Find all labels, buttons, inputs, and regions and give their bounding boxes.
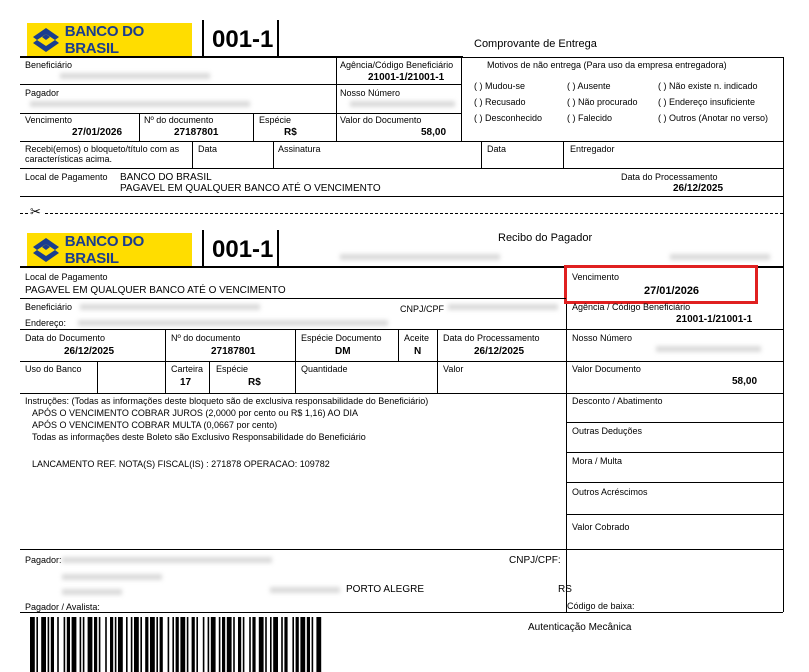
barcode-bar: [36, 617, 38, 672]
instrucao-responsabilidade: Todas as informações deste Boleto são Exclusivo Responsabilidade do Beneficiário: [32, 432, 366, 442]
barcode-bar: [99, 617, 101, 672]
bank-name: BANCO DO BRASIL: [64, 232, 144, 267]
barcode-bar: [48, 617, 50, 672]
especie-doc-label: Espécie Documento: [301, 333, 382, 343]
num-doc-value-2: 27187801: [211, 346, 256, 357]
cidade: PORTO ALEGRE: [346, 584, 424, 595]
motivo-endereco-insuficiente[interactable]: ( ) Endereço insuficiente: [658, 97, 756, 107]
barcode-bar: [233, 617, 235, 672]
especie-doc-value: DM: [335, 346, 351, 357]
barcode-bar: [292, 617, 294, 672]
barcode-bar: [94, 617, 97, 672]
barcode-bar: [273, 617, 278, 672]
barcode-bar: [145, 617, 148, 672]
autenticacao-label: Autenticação Mecânica: [528, 622, 632, 633]
barcode-bar: [208, 617, 210, 672]
barcode-bar: [316, 617, 321, 672]
instrucoes-label: Instruções: (Todas as informações deste bloqueto são de exclusiva responsabilidade do Beneficiário): [25, 396, 429, 406]
barcode-bar: [131, 617, 133, 672]
data-doc-value: 26/12/2025: [64, 346, 115, 357]
barcode-bar: [227, 617, 232, 672]
especie-label-2: Espécie: [216, 364, 249, 374]
carteira-label: Carteira: [171, 364, 204, 374]
mora-label: Mora / Multa: [572, 456, 623, 466]
agencia-value: 21001-1/21001-1: [368, 72, 445, 83]
vencimento-value: 27/01/2026: [72, 127, 123, 138]
barcode-bar: [83, 617, 85, 672]
especie-label: Espécie: [259, 115, 292, 125]
quantidade-label: Quantidade: [301, 364, 348, 374]
barcode-bar: [115, 617, 117, 672]
barcode-bar: [30, 617, 35, 672]
num-doc-label: Nº do documento: [144, 115, 214, 125]
avalista-label: Pagador / Avalista:: [25, 602, 100, 612]
pagador-label-2: Pagador:: [25, 555, 62, 565]
pagador-label: Pagador: [25, 88, 60, 98]
barcode-bar: [249, 617, 251, 672]
aceite-label: Aceite: [404, 333, 430, 343]
vencimento-label: Vencimento: [25, 115, 73, 125]
barcode-bar: [265, 617, 267, 672]
assinatura-label: Assinatura: [278, 144, 321, 154]
desconto-label: Desconto / Abatimento: [572, 396, 663, 406]
barcode-bar: [307, 617, 310, 672]
barcode-bar: [80, 617, 82, 672]
barcode-bar: [192, 617, 195, 672]
outros-acrescimos-label: Outros Acréscimos: [572, 487, 648, 497]
barcode-bar: [243, 617, 245, 672]
local-pag-value: PAGAVEL EM QUALQUER BANCO ATÉ O VENCIMENTO: [25, 285, 286, 296]
data-proc-label-2: Data do Processamento: [443, 333, 540, 343]
data-proc-label: Data do Processamento: [621, 172, 718, 182]
vencimento-value-2: 27/01/2026: [644, 285, 700, 297]
agencia-value-2: 21001-1/21001-1: [676, 314, 753, 325]
barcode-bar: [187, 617, 189, 672]
scissors-icon: ✂: [30, 204, 41, 219]
motivo-ausente[interactable]: ( ) Ausente: [567, 81, 611, 91]
especie-value-2: R$: [248, 377, 261, 388]
barcode-bar: [252, 617, 255, 672]
bank-name: BANCO DO BRASIL: [64, 22, 144, 57]
local-pag-label-2: Local de Pagamento: [25, 272, 108, 282]
barcode-bar: [41, 617, 46, 672]
data-proc-value: 26/12/2025: [673, 183, 724, 194]
motivos-label: Motivos de não entrega (Para uso da empresa entregadora): [487, 60, 727, 70]
barcode-bar: [64, 617, 66, 672]
barcode-bar: [156, 617, 158, 672]
barcode-bar: [196, 617, 198, 672]
data-label: Data: [198, 144, 218, 154]
barcode-bar: [172, 617, 174, 672]
barcode-bar: [222, 617, 225, 672]
barcode-bar: [134, 617, 139, 672]
valor-doc-value: 58,00: [421, 127, 447, 138]
barcode-bar: [57, 617, 59, 672]
motivo-outros[interactable]: ( ) Outros (Anotar no verso): [658, 113, 769, 123]
barcode-bar: [281, 617, 283, 672]
data-doc-label: Data do Documento: [25, 333, 106, 343]
instrucao-juros: APÓS O VENCIMENTO COBRAR JUROS (2,0000 por cento ou R$ 1,16) AO DIA: [32, 408, 358, 418]
beneficiario-label: Beneficiário: [25, 60, 73, 70]
beneficiario-label-2: Beneficiário: [25, 302, 73, 312]
agencia-label-2: Agência / Código Beneficiário: [572, 302, 691, 312]
barcode-bar: [296, 617, 299, 672]
cod-baixa-label: Código de baixa:: [567, 601, 635, 611]
valor-doc-label: Valor do Documento: [340, 115, 422, 125]
num-doc-value: 27187801: [174, 127, 219, 138]
motivo-mudou[interactable]: ( ) Mudou-se: [474, 81, 526, 91]
aceite-value: N: [414, 346, 422, 357]
entregador-label: Entregador: [570, 144, 615, 154]
uf: RS: [558, 584, 572, 595]
barcode-bar: [105, 617, 107, 672]
barcode-bar: [219, 617, 221, 672]
bb-logo-icon: [31, 25, 61, 55]
nosso-numero-label: Nosso Número: [340, 88, 401, 98]
barcode-bar: [51, 617, 54, 672]
barcode-bar: [150, 617, 155, 672]
cnpj2-label: CNPJ/CPF:: [509, 555, 561, 566]
carteira-value: 17: [180, 377, 192, 388]
barcode-bar: [67, 617, 70, 672]
valor-doc-label-2: Valor Documento: [572, 364, 641, 374]
recebi-label: Recebi(emos) o bloqueto/título com as características acima.: [25, 144, 180, 164]
valor-label: Valor: [443, 364, 464, 374]
barcode-bar: [203, 617, 205, 672]
local-pag-label: Local de Pagamento: [25, 172, 108, 182]
motivo-nao-procurado[interactable]: ( ) Não procurado: [567, 97, 638, 107]
local-pag-value2: PAGAVEL EM QUALQUER BANCO ATÉ O VENCIMENTO: [120, 183, 381, 194]
barcode: [30, 617, 440, 672]
outras-deducoes-label: Outras Deduções: [572, 426, 643, 436]
barcode-bar: [312, 617, 314, 672]
barcode-bar: [259, 617, 264, 672]
bank-code: 001-1: [212, 26, 274, 53]
nosso-numero-label-2: Nosso Número: [572, 333, 633, 343]
vencimento-highlight: [564, 265, 758, 304]
instrucao-multa: APÓS O VENCIMENTO COBRAR MULTA (0,0667 por cento): [32, 420, 278, 430]
barcode-bar: [211, 617, 216, 672]
barcode-bar: [126, 617, 128, 672]
bank-code: 001-1: [212, 236, 274, 263]
local-pag-value1: BANCO DO BRASIL: [120, 172, 212, 183]
barcode-bar: [284, 617, 287, 672]
vencimento-label-2: Vencimento: [572, 272, 620, 282]
barcode-bar: [118, 617, 123, 672]
barcode-bar: [176, 617, 179, 672]
barcode-bar: [160, 617, 163, 672]
barcode-bar: [168, 617, 170, 672]
receipt-title: Recibo do Pagador: [498, 232, 593, 244]
data-proc-value-2: 26/12/2025: [474, 346, 525, 357]
barcode-bar: [88, 617, 93, 672]
barcode-bar: [238, 617, 241, 672]
motivo-nao-existe[interactable]: ( ) Não existe n. indicado: [658, 81, 758, 91]
cnpj-label: CNPJ/CPF: [400, 304, 445, 314]
num-doc-label-2: Nº do documento: [171, 333, 241, 343]
valor-cobrado-label: Valor Cobrado: [572, 522, 630, 532]
bank-logo-bottom: [27, 233, 192, 266]
motivo-falecido[interactable]: ( ) Falecido: [567, 113, 613, 123]
barcode-bar: [140, 617, 142, 672]
cut-line: [20, 213, 783, 214]
lancamento-ref: LANCAMENTO REF. NOTA(S) FISCAL(IS) : 271878 OPERACAO: 109782: [32, 459, 330, 469]
especie-value: R$: [284, 127, 297, 138]
barcode-bar: [180, 617, 185, 672]
uso-banco-label: Uso do Banco: [25, 364, 82, 374]
bb-logo-icon: [31, 235, 61, 265]
form-title: Comprovante de Entrega: [474, 38, 597, 50]
motivo-desconhecido[interactable]: ( ) Desconhecido: [474, 113, 543, 123]
endereco-label: Endereço:: [25, 318, 67, 328]
barcode-bar: [270, 617, 272, 672]
barcode-bar: [110, 617, 113, 672]
barcode-bar: [72, 617, 77, 672]
data2-label: Data: [487, 144, 507, 154]
agencia-label: Agência/Código Beneficiário: [340, 60, 454, 70]
barcode-bar: [300, 617, 305, 672]
motivo-recusado[interactable]: ( ) Recusado: [474, 97, 526, 107]
valor-doc-value-2: 58,00: [732, 376, 758, 387]
bank-logo-top: [27, 23, 192, 56]
